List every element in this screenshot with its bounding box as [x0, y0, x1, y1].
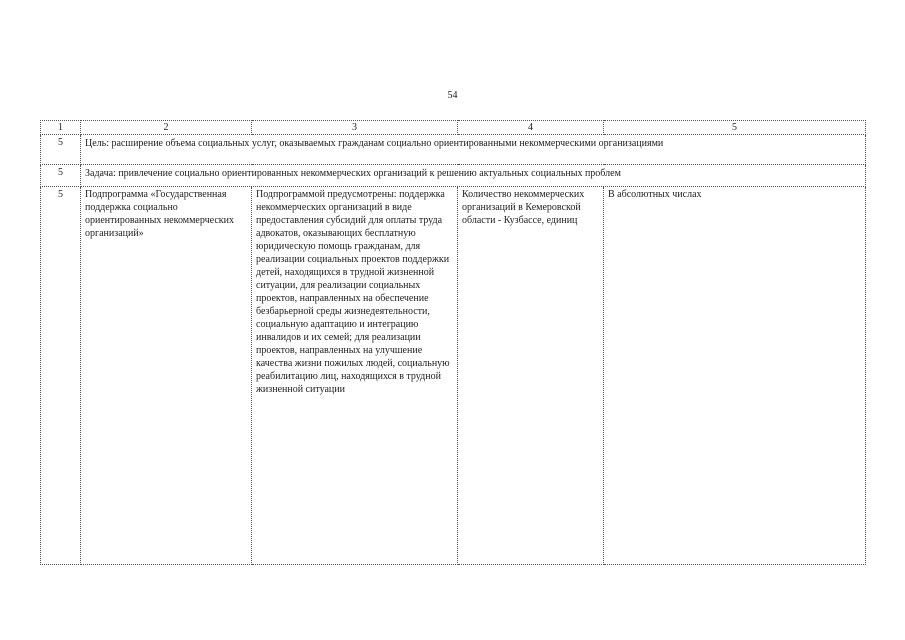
header-cell-1: 1	[41, 121, 81, 135]
task-text: Задача: привлечение социально ориентированных некоммерческих организаций к решению актуальных социальных проблем	[81, 165, 866, 187]
row-number: 5	[41, 165, 81, 187]
row-number: 5	[41, 135, 81, 165]
indicator-name: Количество некоммерческих организаций в Кемеровской области - Кузбассе, единиц	[458, 187, 604, 565]
goal-row	[41, 135, 866, 165]
header-cell-2: 2	[81, 121, 252, 135]
table-header-row	[41, 121, 866, 135]
measurement-method: В абсолютных числах	[604, 187, 866, 565]
page-number: 54	[447, 90, 458, 101]
header-cell-5: 5	[604, 121, 866, 135]
task-row	[41, 165, 866, 187]
row-number: 5	[41, 187, 81, 565]
subprogram-description: Подпрограммой предусмотрены: поддержка некоммерческих организаций в виде предоставления субсидий для оплаты труда адвокатов, оказывающих бесплатную юридическую помощь гражданам, для реализации социальных проектов поддержки детей, находящихся в трудной жизненной ситуации, для реализации социальных проектов, направленных на обеспечение безбарьерной среды жизнедеятельности, социальную адаптацию и интеграцию инвалидов и их семей; для реализации проектов, направленных на улучшение качества жизни пожилых людей, социальную реабилитацию лиц, находящихся в трудной жизненной ситуации	[252, 187, 458, 565]
goal-text: Цель: расширение объема социальных услуг, оказываемых гражданам социально ориентированными некоммерческими организациями	[81, 135, 866, 165]
indicators-table	[40, 120, 866, 565]
subprogram-row	[41, 187, 866, 565]
header-cell-4: 4	[458, 121, 604, 135]
header-cell-3: 3	[252, 121, 458, 135]
subprogram-name: Подпрограмма «Государственная поддержка социально ориентированных некоммерческих организаций»	[81, 187, 252, 565]
